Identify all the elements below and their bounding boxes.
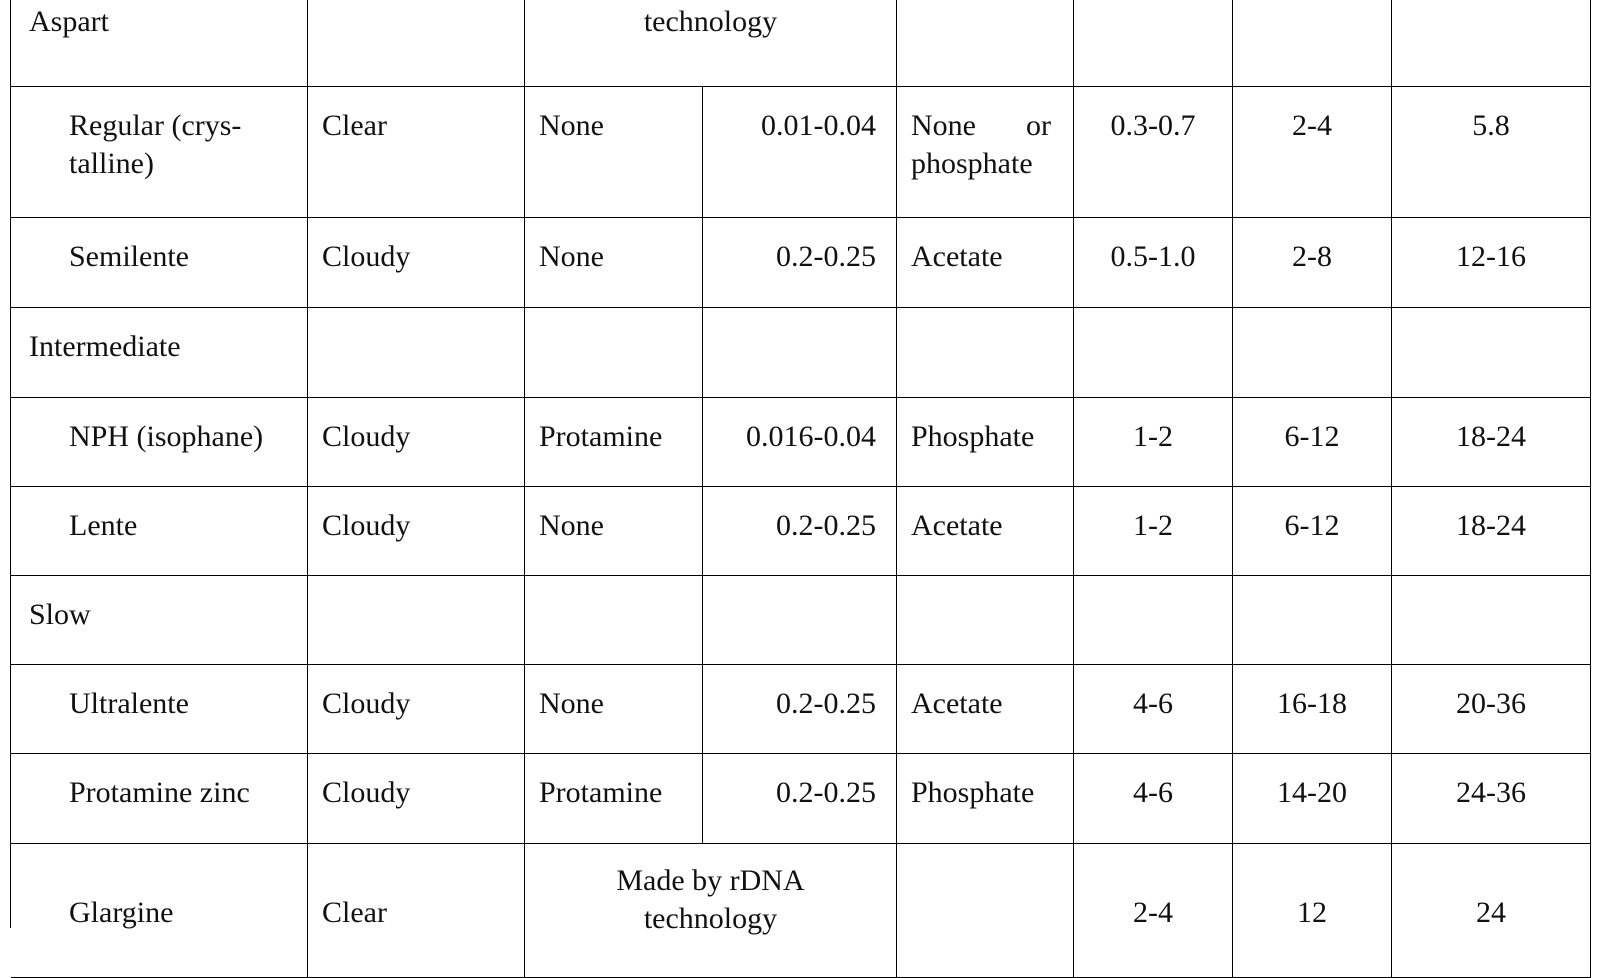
row-protamine-zinc-zinc: 0.2-0.25 xyxy=(703,754,897,844)
row-lente-name: Lente xyxy=(11,487,308,576)
row-nph-name: NPH (isophane) xyxy=(11,398,308,487)
row-intermediate-added-protein xyxy=(525,308,703,398)
row-lente-onset: 1-2 xyxy=(1074,487,1233,576)
row-nph-peak: 6-12 xyxy=(1233,398,1392,487)
row-ultralente-added-protein: None xyxy=(525,665,703,754)
row-intermediate-peak xyxy=(1233,308,1392,398)
row-glargine-duration: 24 xyxy=(1392,844,1591,978)
row-intermediate-duration xyxy=(1392,308,1591,398)
row-slow-zinc xyxy=(703,576,897,665)
row-nph-buffer: Phosphate xyxy=(897,398,1074,487)
row-regular-buffer: None or phosphate xyxy=(897,87,1074,218)
row-lente-buffer: Acetate xyxy=(897,487,1074,576)
row-glargine-added-protein: Made by rDNA technology xyxy=(525,844,897,978)
row-slow-onset xyxy=(1074,576,1233,665)
row-regular-duration: 5.8 xyxy=(1392,87,1591,218)
row-glargine-name: Glargine xyxy=(11,844,308,978)
row-glargine-appearance: Clear xyxy=(308,844,525,978)
row-regular-onset: 0.3-0.7 xyxy=(1074,87,1233,218)
row-nph-appearance: Cloudy xyxy=(308,398,525,487)
row-protamine-zinc-appearance: Cloudy xyxy=(308,754,525,844)
row-aspart-onset xyxy=(1074,0,1233,87)
row-ultralente-peak: 16-18 xyxy=(1233,665,1392,754)
row-regular-name: Regular (crys-talline) xyxy=(11,87,308,218)
row-slow-name: Slow xyxy=(11,576,308,665)
row-protamine-zinc-name: Protamine zinc xyxy=(11,754,308,844)
row-slow-appearance xyxy=(308,576,525,665)
row-slow-peak xyxy=(1233,576,1392,665)
row-nph-added-protein: Protamine xyxy=(525,398,703,487)
row-glargine-peak: 12 xyxy=(1233,844,1392,978)
row-protamine-zinc-buffer: Phosphate xyxy=(897,754,1074,844)
row-aspart-buffer xyxy=(897,0,1074,87)
row-protamine-zinc-added-protein: Protamine xyxy=(525,754,703,844)
row-semilente-zinc: 0.2-0.25 xyxy=(703,218,897,308)
row-lente-peak: 6-12 xyxy=(1233,487,1392,576)
row-intermediate-appearance xyxy=(308,308,525,398)
row-protamine-zinc-peak: 14-20 xyxy=(1233,754,1392,844)
row-intermediate-name: Intermediate xyxy=(11,308,308,398)
row-nph-duration: 18-24 xyxy=(1392,398,1591,487)
row-regular-appearance: Clear xyxy=(308,87,525,218)
row-semilente-name: Semilente xyxy=(11,218,308,308)
row-slow-buffer xyxy=(897,576,1074,665)
row-semilente-onset: 0.5-1.0 xyxy=(1074,218,1233,308)
row-protamine-zinc-onset: 4-6 xyxy=(1074,754,1233,844)
row-lente-duration: 18-24 xyxy=(1392,487,1591,576)
row-lente-zinc: 0.2-0.25 xyxy=(703,487,897,576)
row-regular-zinc: 0.01-0.04 xyxy=(703,87,897,218)
row-ultralente-name: Ultralente xyxy=(11,665,308,754)
row-regular-added-protein: None xyxy=(525,87,703,218)
row-ultralente-zinc: 0.2-0.25 xyxy=(703,665,897,754)
row-ultralente-duration: 20-36 xyxy=(1392,665,1591,754)
row-glargine-buffer xyxy=(897,844,1074,978)
row-nph-onset: 1-2 xyxy=(1074,398,1233,487)
row-ultralente-appearance: Cloudy xyxy=(308,665,525,754)
row-lente-added-protein: None xyxy=(525,487,703,576)
row-ultralente-buffer: Acetate xyxy=(897,665,1074,754)
row-glargine-onset: 2-4 xyxy=(1074,844,1233,978)
row-regular-peak: 2-4 xyxy=(1233,87,1392,218)
row-semilente-added-protein: None xyxy=(525,218,703,308)
row-aspart-appearance xyxy=(308,0,525,87)
row-semilente-peak: 2-8 xyxy=(1233,218,1392,308)
row-aspart-name: Aspart xyxy=(11,0,308,87)
row-intermediate-onset xyxy=(1074,308,1233,398)
insulin-table xyxy=(10,0,1600,935)
row-lente-appearance: Cloudy xyxy=(308,487,525,576)
row-aspart-added-protein: technology xyxy=(525,0,897,87)
row-ultralente-onset: 4-6 xyxy=(1074,665,1233,754)
row-semilente-buffer: Acetate xyxy=(897,218,1074,308)
row-semilente-duration: 12-16 xyxy=(1392,218,1591,308)
row-protamine-zinc-duration: 24-36 xyxy=(1392,754,1591,844)
row-slow-duration xyxy=(1392,576,1591,665)
row-intermediate-zinc xyxy=(703,308,897,398)
row-slow-added-protein xyxy=(525,576,703,665)
row-semilente-appearance: Cloudy xyxy=(308,218,525,308)
row-intermediate-buffer xyxy=(897,308,1074,398)
row-aspart-peak xyxy=(1233,0,1392,87)
row-aspart-duration xyxy=(1392,0,1591,87)
row-nph-zinc: 0.016-0.04 xyxy=(703,398,897,487)
